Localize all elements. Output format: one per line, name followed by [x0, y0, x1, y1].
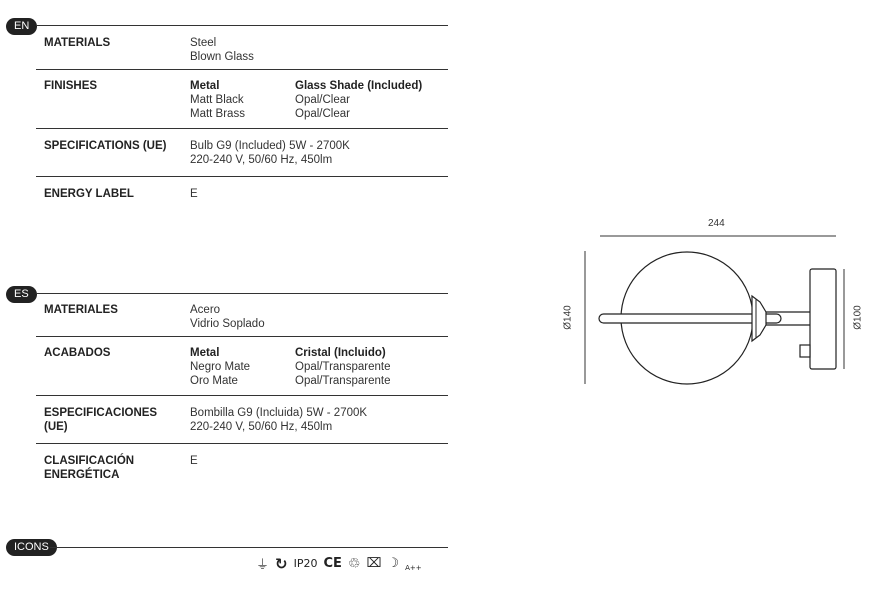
metal-item: Matt Brass: [190, 108, 245, 120]
metal-item: Matt Black: [190, 94, 244, 106]
shade-heading: Cristal (Incluido): [295, 347, 386, 359]
rotate-icon: ↻: [275, 554, 288, 573]
recycle-icon: ♲: [347, 555, 361, 572]
spec-line: Bulb G9 (Included) 5W - 2700K: [190, 140, 350, 152]
dimension-width-label: 244: [708, 218, 725, 229]
bulb-icon: ☽: [387, 556, 400, 571]
ip-rating-icon: IP20: [293, 557, 318, 570]
energy-label: CLASIFICACIÓN ENERGÉTICA: [44, 455, 135, 481]
weee-bin-icon: ⌧: [366, 556, 382, 571]
materials-label: MATERIALS: [44, 37, 111, 49]
materials-label: MATERIALES: [44, 304, 118, 316]
shade-item: Opal/Clear: [295, 108, 350, 120]
socket: [752, 296, 766, 341]
material-item: Blown Glass: [190, 51, 254, 63]
spec-line: Bombilla G9 (Incluida) 5W - 2700K: [190, 407, 368, 419]
dimension-plate-label: Ø100: [852, 305, 864, 330]
energy-value: E: [190, 188, 198, 200]
metal-item: Oro Mate: [190, 375, 238, 387]
energy-label: ENERGY LABEL: [44, 188, 134, 200]
material-item: Steel: [190, 37, 217, 49]
switch: [800, 345, 810, 357]
shade-item: Opal/Transparente: [295, 361, 391, 373]
spec-line: 220-240 V, 50/60 Hz, 450lm: [190, 421, 333, 433]
ground-icon: ⏚: [256, 558, 270, 573]
icons-tag: ICONS: [6, 539, 57, 556]
spec-label: ESPECIFICACIONES (UE): [44, 407, 158, 433]
spec-line: 220-240 V, 50/60 Hz, 450lm: [190, 154, 333, 166]
lang-tag-en: EN: [6, 18, 37, 35]
finishes-label: FINISHES: [44, 80, 98, 92]
finishes-label: ACABADOS: [44, 347, 111, 359]
lang-tag-es: ES: [6, 286, 37, 303]
metal-item: Negro Mate: [190, 361, 251, 373]
ce-mark-icon: CE: [323, 556, 342, 571]
wall-plate: [810, 269, 836, 369]
material-item: Acero: [190, 304, 221, 316]
metal-heading: Metal: [190, 347, 220, 359]
material-item: Vidrio Soplado: [190, 318, 265, 330]
spec-label: SPECIFICATIONS (UE): [44, 140, 167, 152]
shade-item: Opal/Transparente: [295, 375, 391, 387]
energy-value: E: [190, 455, 198, 467]
energy-class-icon: A++: [405, 563, 422, 572]
dimension-height-label: Ø140: [562, 305, 574, 330]
metal-heading: Metal: [190, 80, 220, 92]
shade-item: Opal/Clear: [295, 94, 350, 106]
shade-heading: Glass Shade (Included): [295, 80, 423, 92]
